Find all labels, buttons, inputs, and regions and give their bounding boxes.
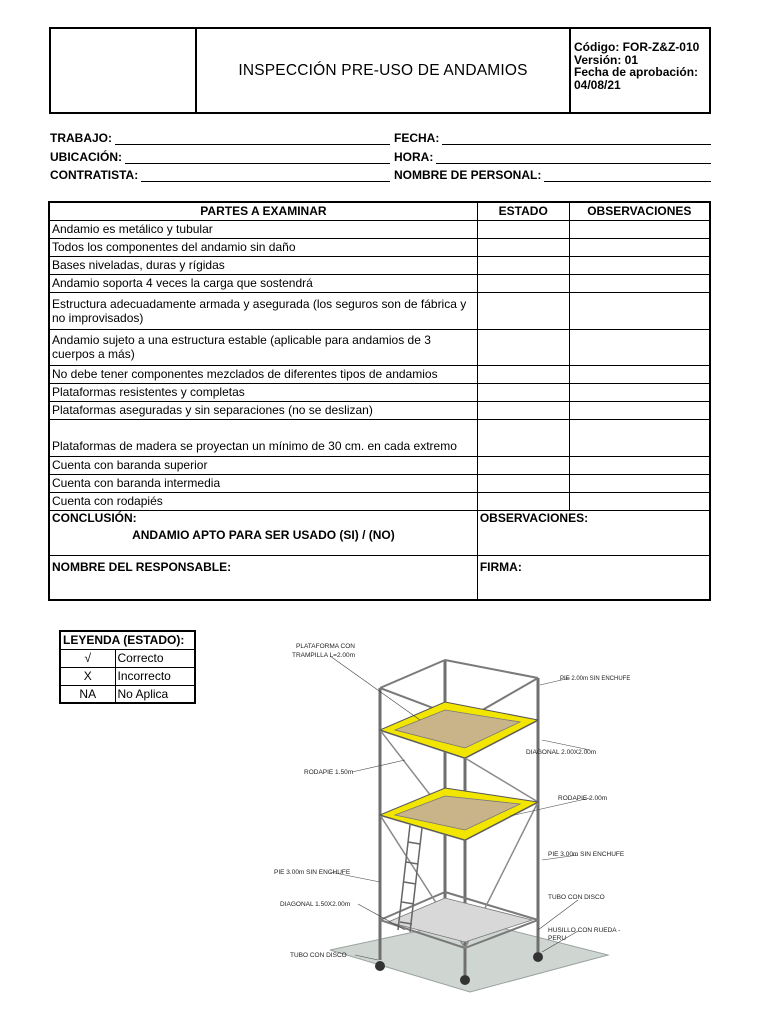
table-row [49, 256, 710, 274]
legend-row [60, 667, 195, 685]
estado-cell[interactable] [477, 474, 569, 492]
signature-row [49, 555, 710, 600]
table-row [49, 383, 710, 401]
approval-label: Fecha de aprobación: [574, 65, 699, 79]
document-version: Versión: 01 [574, 52, 639, 67]
estado-cell[interactable] [477, 274, 569, 292]
item-label: Bases niveladas, duras y rígidas [49, 256, 477, 274]
legend-title: LEYENDA (ESTADO): [60, 631, 195, 649]
trabajo-label: TRABAJO: [50, 131, 112, 145]
estado-cell[interactable] [477, 256, 569, 274]
observaciones-cell[interactable] [569, 383, 710, 401]
responsable-cell[interactable] [49, 555, 477, 600]
table-row [49, 220, 710, 238]
legend-row [60, 649, 195, 667]
firma-cell[interactable] [477, 555, 710, 600]
table-row [49, 329, 710, 365]
item-label: Todos los componentes del andamio sin daño [49, 238, 477, 256]
label-plataforma-2: TRAMPILLA L=2.00m [292, 652, 356, 659]
observaciones-cell[interactable] [569, 274, 710, 292]
approval-date: 04/08/21 [574, 77, 621, 92]
item-label: Estructura adecuadamente armada y asegurada (los seguros son de fábrica y no improvisados) [49, 292, 477, 329]
label-rodapie-150: RODAPIE 1.50m [304, 769, 354, 776]
label-rodapie-200: RODAPIE 2.00m [558, 795, 608, 802]
trabajo-field[interactable] [115, 133, 390, 145]
label-pie-200: PIE 2.00m SIN ENCHUFE [560, 676, 631, 682]
hora-field[interactable] [436, 152, 711, 164]
estado-cell[interactable] [477, 401, 569, 419]
observaciones-cell[interactable] [569, 292, 710, 329]
item-label: Plataformas resistentes y completas [49, 383, 477, 401]
hora-label: HORA: [394, 149, 434, 164]
table-row [49, 419, 710, 456]
logo-placeholder [51, 29, 197, 112]
estado-cell[interactable] [477, 329, 569, 365]
general-info-fields [50, 131, 715, 187]
item-label: Plataformas aseguradas y sin separaciones (no se deslizan) [49, 401, 477, 419]
table-row [49, 238, 710, 256]
legend-symbol: NA [60, 685, 115, 703]
table-row [49, 292, 710, 329]
observaciones-cell[interactable] [569, 474, 710, 492]
document-control-info [571, 29, 709, 112]
label-plataforma-1: PLATAFORMA CON [296, 643, 355, 650]
contratista-label: CONTRATISTA: [50, 168, 139, 182]
col-header-estado: ESTADO [477, 202, 569, 220]
contratista-field[interactable] [141, 170, 390, 182]
legend-symbol: √ [60, 649, 115, 667]
document-code: Código: FOR-Z&Z-010 [574, 40, 700, 54]
nombre-personal-field[interactable] [544, 170, 711, 182]
label-husillo-1: HUSILLO CON RUEDA - [548, 927, 621, 934]
label-tubo-disco-right: TUBO CON DISCO [548, 894, 605, 901]
observaciones-cell[interactable] [569, 220, 710, 238]
item-label: Cuenta con baranda superior [49, 456, 477, 474]
estado-cell[interactable] [477, 383, 569, 401]
estado-cell[interactable] [477, 365, 569, 383]
label-diagonal-150: DIAGONAL 1.50X2.00m [280, 901, 351, 908]
item-label: Andamio soporta 4 veces la carga que sostendrá [49, 274, 477, 292]
observaciones-cell[interactable] [569, 238, 710, 256]
conclusion-label: CONCLUSIÓN: [52, 510, 137, 525]
table-row [49, 274, 710, 292]
table-header-row [49, 202, 710, 220]
estado-cell[interactable] [477, 238, 569, 256]
table-row [49, 492, 710, 510]
legend-label: No Aplica [115, 685, 195, 703]
observaciones-cell[interactable] [569, 401, 710, 419]
scaffold-diagram [270, 630, 631, 994]
legend-label: Incorrecto [115, 667, 195, 685]
responsable-label: NOMBRE DEL RESPONSABLE: [52, 559, 232, 574]
document-header [49, 27, 711, 114]
estado-cell[interactable] [477, 492, 569, 510]
col-header-partes: PARTES A EXAMINAR [49, 202, 477, 220]
item-label: Andamio es metálico y tubular [49, 220, 477, 238]
item-label: No debe tener componentes mezclados de diferentes tipos de andamios [49, 365, 477, 383]
item-label: Andamio sujeto a una estructura estable (aplicable para andamios de 3 cuerpos a más) [49, 329, 477, 365]
label-husillo-2: PERU [548, 935, 567, 942]
firma-label: FIRMA: [479, 559, 522, 574]
observaciones-cell[interactable] [569, 492, 710, 510]
table-row [49, 456, 710, 474]
inspection-table [48, 201, 711, 601]
observaciones-cell[interactable] [569, 419, 710, 456]
item-label: Cuenta con baranda intermedia [49, 474, 477, 492]
legend-label: Correcto [115, 649, 195, 667]
nombre-personal-label: NOMBRE DE PERSONAL: [394, 168, 542, 182]
legend-table [59, 630, 196, 704]
estado-cell[interactable] [477, 419, 569, 456]
observaciones-cell[interactable] [569, 456, 710, 474]
table-row [49, 474, 710, 492]
observaciones-cell[interactable] [569, 365, 710, 383]
fecha-field[interactable] [442, 133, 711, 145]
final-observaciones-label: OBSERVACIONES: [479, 510, 589, 525]
label-pie-300-right: PIE 3.00m SIN ENCHUFE [548, 851, 625, 858]
label-tubo-disco-left: TUBO CON DISCO [290, 952, 347, 959]
fecha-label: FECHA: [394, 131, 440, 145]
legend-row [60, 685, 195, 703]
item-label: Plataformas de madera se proyectan un mínimo de 30 cm. en cada extremo [49, 419, 477, 456]
estado-cell[interactable] [477, 220, 569, 238]
item-label: Cuenta con rodapiés [49, 492, 477, 510]
conclusion-row [49, 510, 710, 555]
col-header-observaciones: OBSERVACIONES [569, 202, 710, 220]
ubicacion-label: UBICACIÓN: [50, 149, 122, 164]
observaciones-cell[interactable] [569, 329, 710, 365]
label-diagonal-200: DIAGONAL 2.00X2.00m [526, 749, 597, 756]
legend-symbol: X [60, 667, 115, 685]
estado-cell[interactable] [477, 292, 569, 329]
estado-cell[interactable] [477, 456, 569, 474]
table-row [49, 365, 710, 383]
observaciones-cell[interactable] [569, 256, 710, 274]
final-observaciones-cell[interactable] [477, 510, 710, 555]
conclusion-cell[interactable] [49, 510, 477, 555]
table-row [49, 401, 710, 419]
conclusion-text: ANDAMIO APTO PARA SER USADO (SI) / (NO) [132, 527, 395, 542]
label-pie-300-left: PIE 3.00m SIN ENCHUFE [274, 869, 351, 876]
document-title: INSPECCIÓN PRE-USO DE ANDAMIOS [197, 29, 571, 112]
ubicacion-field[interactable] [125, 152, 390, 164]
